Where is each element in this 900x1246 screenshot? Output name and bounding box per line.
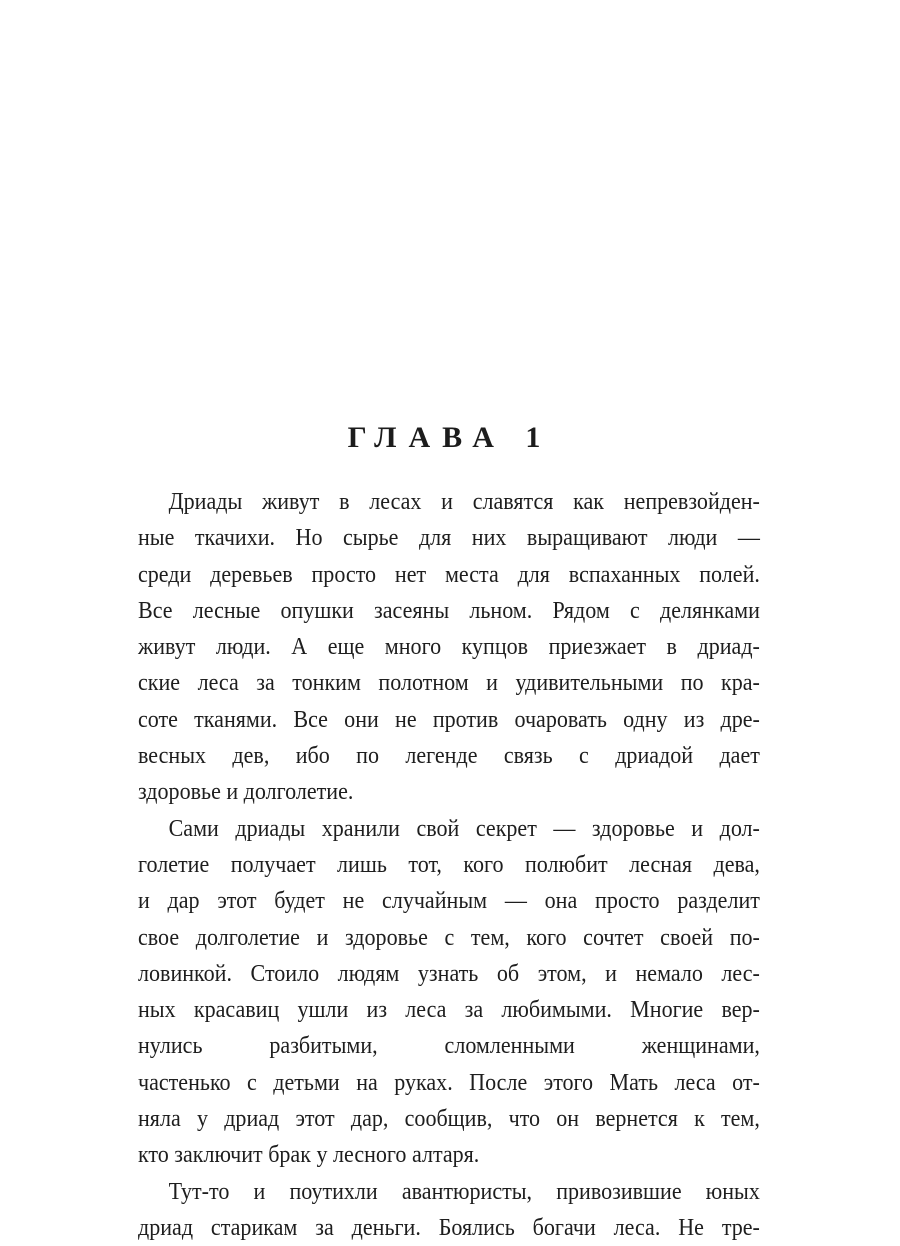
text-line: кто заключит брак у лесного алтаря. <box>138 1141 480 1169</box>
text-line: Все лесные опушки засеяны льном. Рядом с делянками <box>138 596 760 624</box>
text-line: и дар этот будет не случайным — она просто разделит <box>138 887 760 915</box>
text-line: Тут-то и поутихли авантюристы, привозившие юных <box>168 1177 760 1205</box>
text-line: здоровье и долголетие. <box>138 778 354 806</box>
text-line: соте тканями. Все они не против очаровать одну из дре- <box>138 705 760 733</box>
chapter-title: ГЛАВА 1 <box>347 421 553 454</box>
text-line: голетие получает лишь тот, кого полюбит лесная дева, <box>138 850 760 878</box>
text-line: частенько с детьми на руках. После этого Мать леса от- <box>138 1068 760 1096</box>
text-line: ных красавиц ушли из леса за любимыми. Многие вер- <box>138 996 760 1024</box>
text-line: весных дев, ибо по легенде связь с дриадой дает <box>138 742 760 770</box>
text-line: няла у дриад этот дар, сообщив, что он вернется к тем, <box>138 1105 760 1133</box>
text-line: нулись разбитыми, сломленными женщинами, <box>138 1032 760 1060</box>
text-line: живут люди. А еще много купцов приезжает в дриад- <box>138 633 760 661</box>
body-text <box>138 484 760 1246</box>
text-line: ные ткачихи. Но сырье для них выращивают люди — <box>138 524 760 552</box>
text-line: Дриады живут в лесах и славятся как непревзойден- <box>168 488 760 515</box>
text-line: свое долголетие и здоровье с тем, кого сочтет своей по- <box>138 923 760 951</box>
text-line: ловинкой. Стоило людям узнать об этом, и немало лес- <box>138 959 760 987</box>
text-line: дриад старикам за деньги. Боялись богачи леса. Не тре- <box>138 1213 760 1241</box>
text-line: ские леса за тонким полотном и удивительными по кра- <box>138 669 760 697</box>
text-line: среди деревьев просто нет места для вспаханных полей. <box>138 560 760 588</box>
text-line: Сами дриады хранили свой секрет — здоровье и дол- <box>168 814 760 842</box>
